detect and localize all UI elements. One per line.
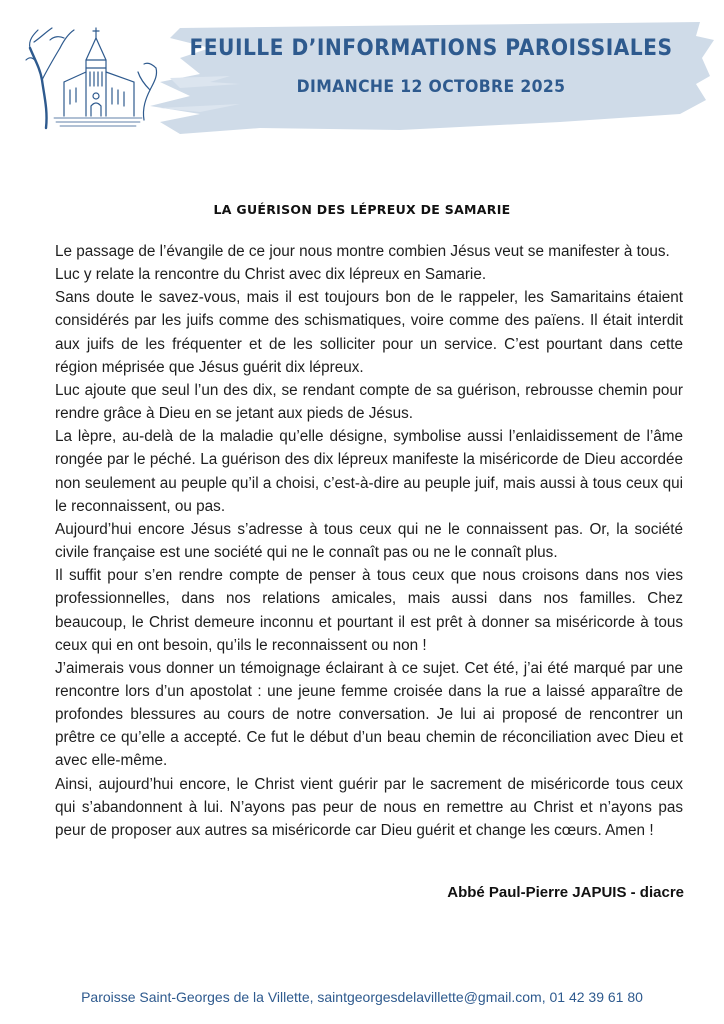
footer-contact: Paroisse Saint-Georges de la Villette, saintgeorgesdelavillette@gmail.com, 01 42 39 61 80 [81, 989, 643, 1005]
paragraph: La lèpre, au-delà de la maladie qu’elle désigne, symbolise aussi l’enlaidissement de l’âme rongée par le péché. La guérison des dix lépreux manifeste la miséricorde de Dieu accordée non seulement au peuple qu’il a choisi, c’est-à-dire au peuple juif, mais aussi à tous ceux qui le reconnaissent, ou pas. [55, 428, 683, 515]
paragraph: Le passage de l’évangile de ce jour nous montre combien Jésus veut se manifester à tous. [55, 243, 670, 260]
author-signature: Abbé Paul-Pierre JAPUIS - diacre [447, 884, 684, 901]
article-heading: LA GUÉRISON DES LÉPREUX DE SAMARIE [213, 202, 511, 217]
paragraph: Luc ajoute que seul l’un des dix, se rendant compte de sa guérison, rebrousse chemin pour rendre grâce à Dieu en se jetant aux pieds de Jésus. [55, 381, 683, 423]
paragraph: Il suffit pour s’en rendre compte de penser à tous ceux que nous croisons dans nos vies professionnelles, dans nos relations amicales, mais aussi dans nos familles. Chez beaucoup, le Christ demeure inconnu et pourtant il est prêt à donner sa miséricorde à tous ceux qui en ont besoin, qu’ils le reconnaissent ou non ! [55, 567, 683, 654]
paragraph: Ainsi, aujourd’hui encore, le Christ vient guérir par le sacrement de miséricorde tous ceux qui s’abandonnent à lui. N’ayons pas peur de nous en remettre au Christ et n’ayons pas peur de proposer aux autres sa miséricorde car Dieu guérit et change les cœurs. Amen ! [55, 775, 683, 839]
article-body [55, 240, 683, 842]
paragraph: Aujourd’hui encore Jésus s’adresse à tous ceux qui ne le connaissent pas. Or, la société civile française est une société qui ne le connaît pas ou ne le connaît plus. [55, 520, 683, 562]
date-subtitle: DIMANCHE 12 OCTOBRE 2025 [296, 77, 566, 97]
paragraph: Luc y relate la rencontre du Christ avec dix lépreux en Samarie. [55, 266, 487, 284]
paragraph: Sans doute le savez-vous, mais il est toujours bon de le rappeler, les Samaritains étaient considérés par les juifs comme des schismatiques, voire comme des païens. Il était interdit aux juifs de les fréquenter et de les solliciter pour un service. C’est pourtant dans cette région méprisée que Jésus guérit dix lépreux. [55, 289, 683, 376]
paragraph: J’aimerais vous donner un témoignage éclairant à ce sujet. Cet été, j’ai été marqué par une rencontre lors d’un apostolat : une jeune femme croisée dans la rue a laissé apparaître de profondes blessures au cours de notre conversation. Je lui ai proposé de rencontrer un prêtre ce qu’elle a accepté. Ce fut le début d’un beau chemin de réconciliation avec Dieu et avec elle-même. [55, 659, 683, 770]
page-title: FEUILLE D’INFORMATIONS PAROISSIALES [189, 36, 673, 61]
